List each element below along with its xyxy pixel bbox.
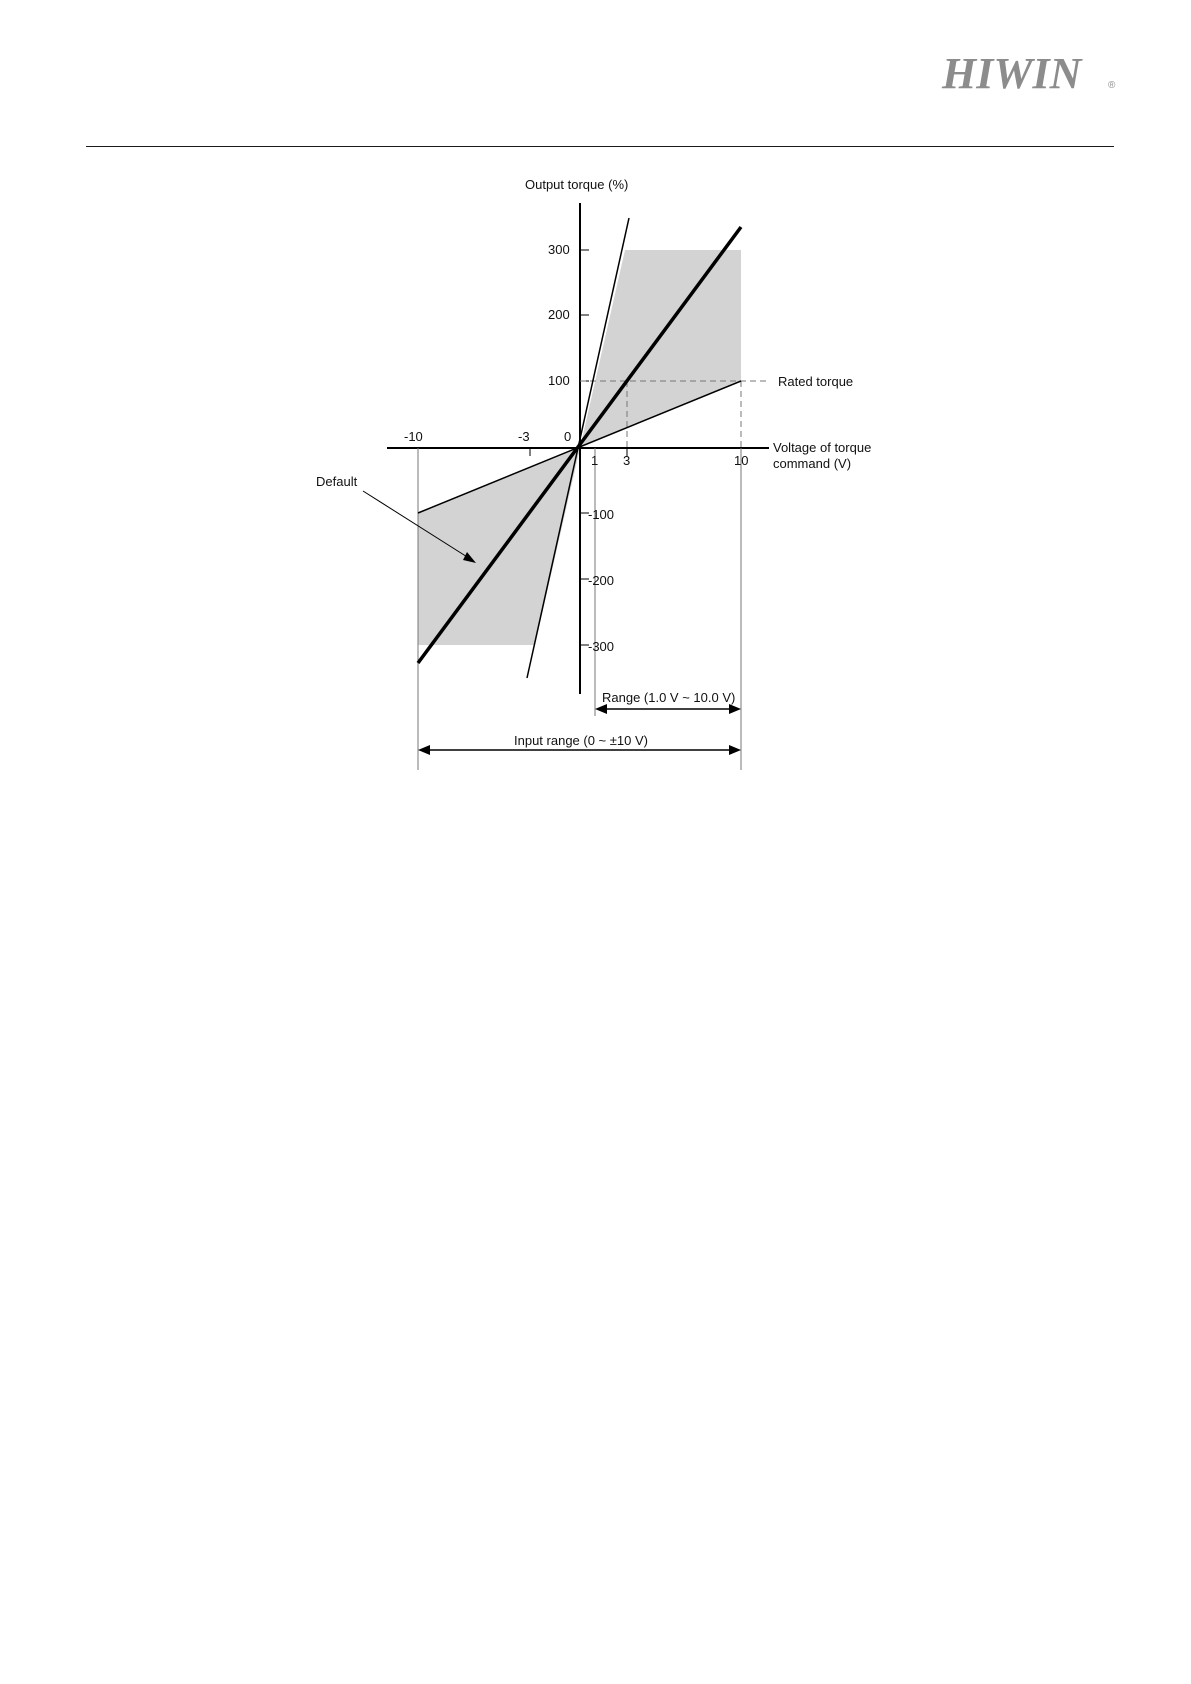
y-tick-label-100: 100 — [548, 373, 570, 388]
registered-mark: ® — [1108, 80, 1116, 91]
x-tick-label-neg3: -3 — [518, 429, 530, 444]
input-range-arrowhead-right — [729, 745, 741, 755]
x-tick-label-3: 3 — [623, 453, 631, 468]
hiwin-logo-text: HIWIN — [942, 49, 1082, 98]
y-tick-label-300: 300 — [548, 242, 570, 257]
y-tick-label-neg200: -200 — [588, 573, 615, 588]
input-range-label: Input range (0 ~ ±10 V) — [514, 733, 648, 748]
x-tick-label-10: 10 — [734, 453, 749, 468]
range-label: Range (1.0 V ~ 10.0 V) — [602, 690, 736, 705]
range-arrowhead-left — [595, 704, 607, 714]
origin-label: 0 — [564, 429, 572, 444]
y-axis-label: Output torque (%) — [525, 177, 629, 192]
x-axis-label-line1: Voltage of torque — [773, 440, 872, 455]
x-axis-label-line2: command (V) — [773, 456, 852, 471]
input-range-arrowhead-left — [418, 745, 430, 755]
range-arrowhead-right — [729, 704, 741, 714]
y-tick-label-neg300: -300 — [588, 639, 615, 654]
rated-torque-label: Rated torque — [778, 374, 854, 389]
default-label: Default — [316, 474, 358, 489]
x-tick-label-1: 1 — [591, 453, 599, 468]
y-tick-label-neg100: -100 — [588, 507, 615, 522]
positive-adjustment-region — [580, 250, 741, 448]
x-tick-label-neg10: -10 — [404, 429, 423, 444]
y-tick-label-200: 200 — [548, 307, 570, 322]
